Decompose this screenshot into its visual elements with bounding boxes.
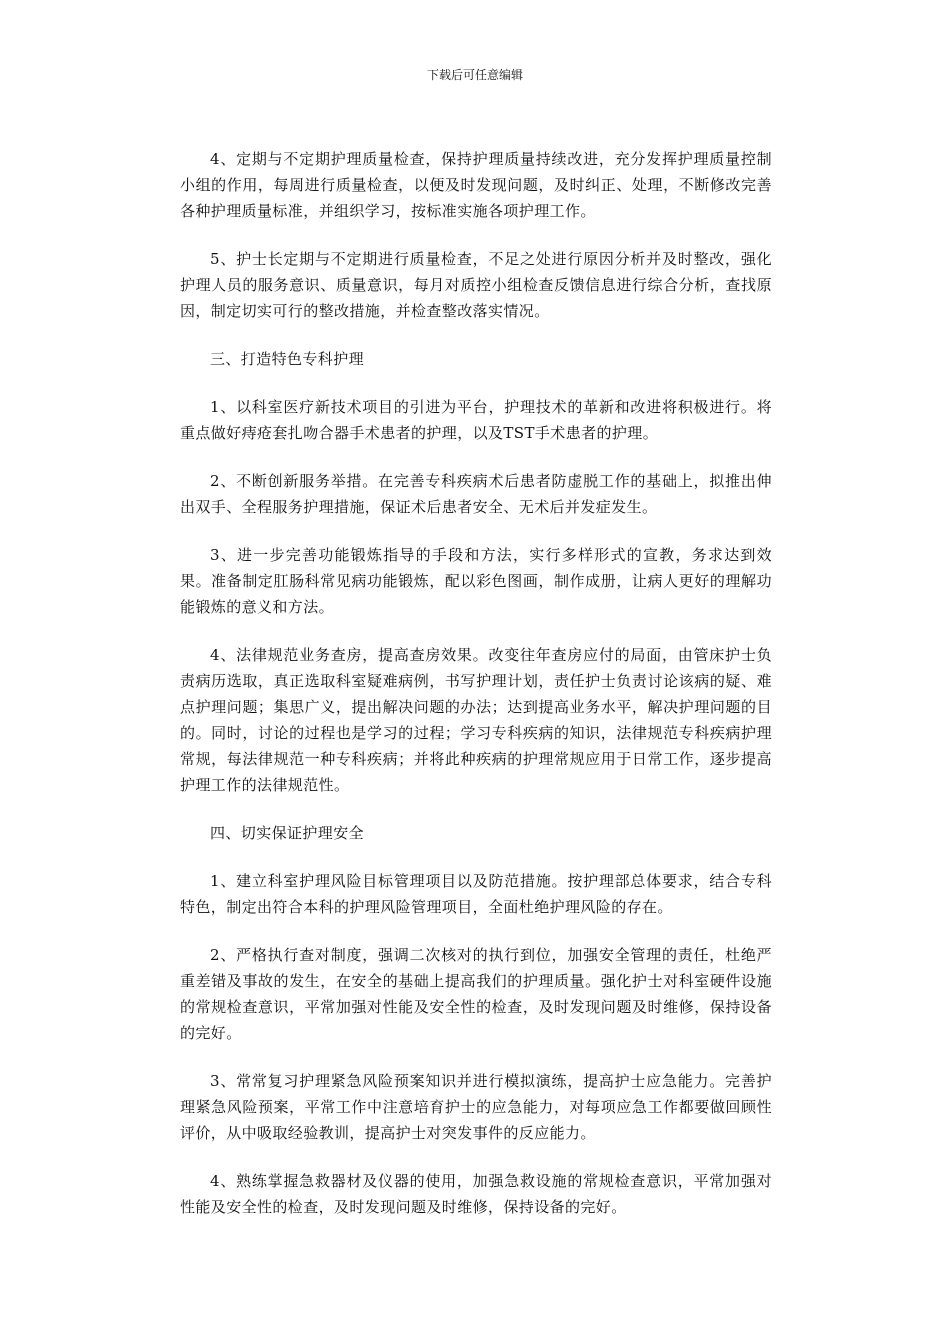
paragraph-risk-management: 1、建立科室护理风险目标管理项目以及防范措施。按护理部总体要求，结合专科特色，制定出符合本科的护理风险管理项目，全面杜绝护理风险的存在。 bbox=[180, 872, 772, 916]
section-heading-nursing-safety: 四、切实保证护理安全 bbox=[210, 824, 365, 842]
document-body bbox=[180, 146, 772, 1242]
section-heading-specialty-nursing: 三、打造特色专科护理 bbox=[210, 350, 365, 368]
paragraph-new-technology: 1、以科室医疗新技术项目的引进为平台，护理技术的革新和改进将积极进行。将重点做好痔疮套扎吻合器手术患者的护理，以及TST手术患者的护理。 bbox=[180, 398, 772, 442]
paragraph-ward-rounds: 4、法律规范业务查房，提高查房效果。改变往年查房应付的局面，由管床护士负责病历选取，真正选取科室疑难病例，书写护理计划，责任护士负责讨论该病的疑、难点护理问题；集思广义，提出解决问题的办法；达到提高业务水平，解决护理问题的目的。同时，讨论的过程也是学习的过程；学习专科疾病的知识，法律规范专科疾病护理常规，每法律规范一种专科疾病；并将此种疾病的护理常规应用于日常工作，逐步提高护理工作的法律规范性。 bbox=[180, 646, 772, 794]
page-header: 下载后可任意编辑 bbox=[426, 68, 523, 82]
paragraph-function-exercise: 3、进一步完善功能锻炼指导的手段和方法，实行多样形式的宣教，务求达到效果。准备制定肛肠科常见病功能锻炼，配以彩色图画，制作成册，让病人更好的理解功能锻炼的意义和方法。 bbox=[180, 546, 772, 616]
paragraph-verification-system: 2、严格执行查对制度，强调二次核对的执行到位，加强安全管理的责任，杜绝严重差错及事故的发生，在安全的基础上提高我们的护理质量。强化护士对科室硬件设施的常规检查意识，平常加强对性能及安全性的检查，及时发现问题及时维修，保持设备的完好。 bbox=[180, 946, 772, 1042]
paragraph-emergency-plan: 3、常常复习护理紧急风险预案知识并进行模拟演练，提高护士应急能力。完善护理紧急风险预案，平常工作中注意培育护士的应急能力，对每项应急工作都要做回顾性评价，从中吸取经验教训，提高护士对突发事件的反应能力。 bbox=[180, 1072, 772, 1142]
paragraph-quality-check: 4、定期与不定期护理质量检查，保持护理质量持续改进，充分发挥护理质量控制小组的作用，每周进行质量检查，以便及时发现问题，及时纠正、处理，不断修改完善各种护理质量标准，并组织学习，按标准实施各项护理工作。 bbox=[180, 150, 772, 220]
paragraph-head-nurse-check: 5、护士长定期与不定期进行质量检查，不足之处进行原因分析并及时整改，强化护理人员的服务意识、质量意识，每月对质控小组检查反馈信息进行综合分析，查找原因，制定切实可行的整改措施，并检查整改落实情况。 bbox=[180, 250, 772, 320]
paragraph-service-innovation: 2、不断创新服务举措。在完善专科疾病术后患者防虚脱工作的基础上，拟推出伸出双手、全程服务护理措施，保证术后患者安全、无术后并发症发生。 bbox=[180, 472, 772, 516]
paragraph-emergency-equipment: 4、熟练掌握急救器材及仪器的使用，加强急救设施的常规检查意识，平常加强对性能及安全性的检查，及时发现问题及时维修，保持设备的完好。 bbox=[180, 1172, 772, 1216]
